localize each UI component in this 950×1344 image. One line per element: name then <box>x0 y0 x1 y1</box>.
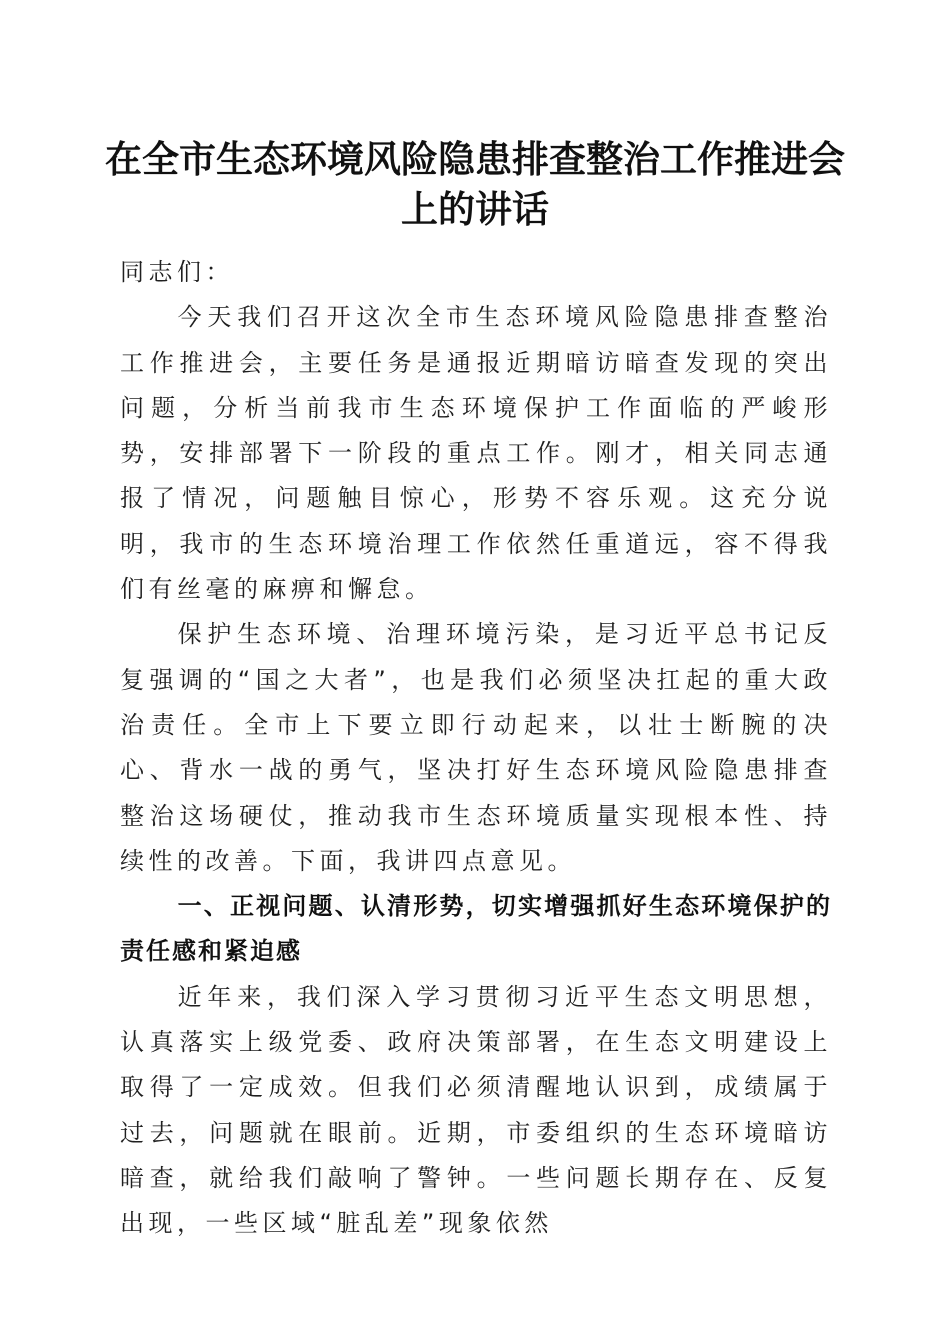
paragraph-section-1: 近年来，我们深入学习贯彻习近平生态文明思想，认真落实上级党委、政府决策部署，在生态文明建设上取得了一定成效。但我们必须清醒地认识到，成绩属于过去，问题就在眼前。近期，市委组织的生态环境暗访暗查，就给我们敲响了警钟。一些问题长期存在、反复出现，一些区域“脏乱差”现象依然 <box>120 982 832 1238</box>
document-title <box>100 134 850 234</box>
title-line-2: 上的讲话 <box>401 187 549 231</box>
paragraph-responsibility: 保护生态环境、治理环境污染，是习近平总书记反复强调的“国之大者”，也是我们必须坚决扛起的重大政治责任。全市上下要立即行动起来，以壮士断腕的决心、背水一战的勇气，坚决打好生态环境风险隐患排查整治这场硬仗，推动我市生态环境质量实现根本性、持续性的改善。下面，我讲四点意见。 <box>120 620 832 875</box>
paragraph-opening: 今天我们召开这次全市生态环境风险隐患排查整治工作推进会，主要任务是通报近期暗访暗查发现的突出问题，分析当前我市生态环境保护工作面临的严峻形势，安排部署下一阶段的重点工作。刚才，相关同志通报了情况，问题触目惊心，形势不容乐观。这充分说明，我市的生态环境治理工作依然任重道远，容不得我们有丝毫的麻痹和懈怠。 <box>120 303 832 604</box>
section-heading-1: 一、正视问题、认清形势，切实增强抓好生态环境保护的责任感和紧迫感 <box>120 892 832 966</box>
title-line-1: 在全市生态环境风险隐患排查整治工作推进会 <box>105 137 845 181</box>
salutation: 同志们： <box>120 258 234 286</box>
document-body <box>120 250 832 1247</box>
